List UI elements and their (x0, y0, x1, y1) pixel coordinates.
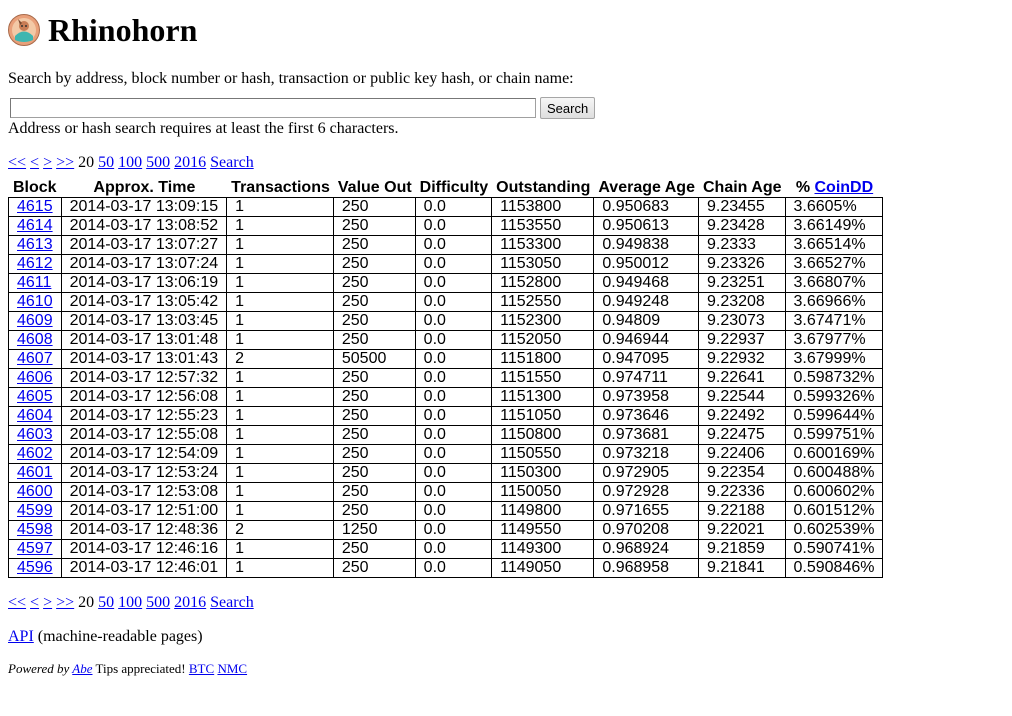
cell-time: 2014-03-17 12:55:23 (62, 407, 228, 426)
block-link[interactable]: 4608 (17, 331, 53, 348)
cell-difficulty: 0.0 (416, 369, 492, 388)
block-link[interactable]: 4606 (17, 369, 53, 386)
table-row (8, 274, 883, 293)
table-row (8, 293, 883, 312)
cell-block (8, 445, 62, 464)
table-row (8, 217, 883, 236)
api-description: (machine-readable pages) (33, 628, 203, 645)
cell-chain-age: 9.23455 (699, 197, 786, 217)
cell-average-age: 0.949838 (594, 236, 699, 255)
cell-transactions: 2 (227, 521, 334, 540)
block-link[interactable]: 4602 (17, 445, 53, 462)
cell-block (8, 274, 62, 293)
cell-coindd: 0.600169% (786, 445, 884, 464)
cell-value-out: 250 (334, 255, 416, 274)
header-coindd (786, 178, 884, 197)
cell-time: 2014-03-17 13:07:27 (62, 236, 228, 255)
nav-count-50-link[interactable]: 50 (98, 154, 115, 171)
block-link[interactable]: 4605 (17, 388, 53, 405)
cell-coindd: 3.66514% (786, 236, 884, 255)
header-transactions: Transactions (231, 179, 330, 196)
nav-first-link[interactable]: << (8, 594, 27, 611)
cell-chain-age: 9.21859 (699, 540, 786, 559)
cell-value-out: 250 (334, 197, 416, 217)
search-hint: Address or hash search requires at least the first 6 characters. (8, 120, 399, 137)
site-title: Rhinohorn (48, 12, 198, 48)
cell-coindd: 0.599644% (786, 407, 884, 426)
cell-outstanding: 1149050 (492, 559, 594, 578)
cell-chain-age: 9.22492 (699, 407, 786, 426)
cell-time: 2014-03-17 12:46:16 (62, 540, 228, 559)
cell-value-out: 250 (334, 540, 416, 559)
cell-difficulty: 0.0 (416, 521, 492, 540)
table-row (8, 483, 883, 502)
nav-count-500-link[interactable]: 500 (146, 594, 171, 611)
cell-value-out: 250 (334, 388, 416, 407)
block-link[interactable]: 4612 (17, 255, 53, 272)
cell-transactions: 1 (227, 559, 334, 578)
cell-average-age: 0.949468 (594, 274, 699, 293)
table-row (8, 521, 883, 540)
cell-block (8, 236, 62, 255)
cell-block (8, 521, 62, 540)
footer-powered-by: Powered by (8, 661, 73, 676)
cell-coindd: 3.66527% (786, 255, 884, 274)
cell-average-age: 0.973646 (594, 407, 699, 426)
cell-outstanding: 1149550 (492, 521, 594, 540)
cell-outstanding: 1151050 (492, 407, 594, 426)
cell-time: 2014-03-17 13:07:24 (62, 255, 228, 274)
cell-time: 2014-03-17 12:54:09 (62, 445, 228, 464)
cell-value-out: 250 (334, 426, 416, 445)
cell-block (8, 483, 62, 502)
cell-block (8, 464, 62, 483)
cell-transactions: 1 (227, 236, 334, 255)
table-body (8, 197, 883, 578)
cell-value-out: 250 (334, 274, 416, 293)
cell-value-out: 250 (334, 293, 416, 312)
cell-block (8, 350, 62, 369)
cell-transactions: 1 (227, 331, 334, 350)
cell-average-age: 0.950012 (594, 255, 699, 274)
nmc-link[interactable]: NMC (217, 661, 248, 676)
cell-value-out: 250 (334, 236, 416, 255)
cell-chain-age: 9.23251 (699, 274, 786, 293)
cell-value-out: 250 (334, 502, 416, 521)
cell-time: 2014-03-17 12:48:36 (62, 521, 228, 540)
cell-transactions: 1 (227, 388, 334, 407)
block-link[interactable]: 4611 (17, 274, 52, 291)
cell-chain-age: 9.23428 (699, 217, 786, 236)
cell-chain-age: 9.22188 (699, 502, 786, 521)
cell-time: 2014-03-17 12:53:08 (62, 483, 228, 502)
cell-value-out: 250 (334, 217, 416, 236)
nav-count-100-link[interactable]: 100 (118, 594, 143, 611)
table-row (8, 540, 883, 559)
nav-count-500-link[interactable]: 500 (146, 154, 171, 171)
cell-difficulty: 0.0 (416, 483, 492, 502)
block-link[interactable]: 4601 (17, 464, 53, 481)
nav-current-count: 20 (78, 594, 95, 611)
cell-transactions: 1 (227, 502, 334, 521)
pagination-bottom (8, 594, 1012, 612)
coindd-link[interactable]: CoinDD (814, 179, 874, 196)
table-row (8, 559, 883, 578)
search-form (8, 97, 1012, 119)
cell-coindd: 0.590741% (786, 540, 884, 559)
cell-coindd: 3.66966% (786, 293, 884, 312)
cell-block (8, 540, 62, 559)
nav-last-link[interactable]: >> (56, 594, 75, 611)
cell-transactions: 1 (227, 445, 334, 464)
nav-count-2016-link[interactable]: 2016 (174, 154, 207, 171)
nav-next-link[interactable]: > (43, 154, 53, 171)
cell-block (8, 255, 62, 274)
cell-difficulty: 0.0 (416, 331, 492, 350)
header-coindd-prefix: % (795, 179, 815, 196)
cell-difficulty: 0.0 (416, 312, 492, 331)
cell-difficulty: 0.0 (416, 559, 492, 578)
cell-average-age: 0.946944 (594, 331, 699, 350)
table-row (8, 502, 883, 521)
cell-outstanding: 1153300 (492, 236, 594, 255)
cell-value-out: 250 (334, 312, 416, 331)
nav-last-link[interactable]: >> (56, 154, 75, 171)
cell-chain-age: 9.23208 (699, 293, 786, 312)
cell-transactions: 1 (227, 312, 334, 331)
search-input[interactable] (10, 98, 536, 118)
nav-current-count: 20 (78, 154, 95, 171)
table-row (8, 369, 883, 388)
block-link[interactable]: 4599 (17, 502, 53, 519)
cell-transactions: 1 (227, 464, 334, 483)
header-time: Approx. Time (93, 179, 196, 196)
cell-outstanding: 1151800 (492, 350, 594, 369)
table-row (8, 236, 883, 255)
cell-time: 2014-03-17 12:57:32 (62, 369, 228, 388)
header-outstanding: Outstanding (496, 179, 591, 196)
cell-chain-age: 9.22406 (699, 445, 786, 464)
cell-transactions: 1 (227, 426, 334, 445)
cell-difficulty: 0.0 (416, 502, 492, 521)
table-row (8, 350, 883, 369)
cell-chain-age: 9.22641 (699, 369, 786, 388)
cell-block (8, 369, 62, 388)
cell-coindd: 3.67977% (786, 331, 884, 350)
cell-value-out: 250 (334, 445, 416, 464)
search-button[interactable]: Search (540, 97, 595, 119)
block-link[interactable]: 4596 (17, 559, 53, 576)
cell-difficulty: 0.0 (416, 217, 492, 236)
nav-search-link[interactable]: Search (210, 594, 254, 611)
header-block: Block (13, 179, 57, 196)
cell-outstanding: 1151300 (492, 388, 594, 407)
cell-transactions: 1 (227, 274, 334, 293)
cell-outstanding: 1149300 (492, 540, 594, 559)
header-chain-age: Chain Age (702, 179, 782, 196)
nav-count-100-link[interactable]: 100 (118, 154, 143, 171)
cell-average-age: 0.973681 (594, 426, 699, 445)
cell-chain-age: 9.22021 (699, 521, 786, 540)
cell-coindd: 0.600488% (786, 464, 884, 483)
block-link[interactable]: 4600 (17, 483, 53, 500)
cell-block (8, 407, 62, 426)
cell-coindd: 0.599326% (786, 388, 884, 407)
abe-link[interactable]: Abe (72, 661, 93, 676)
cell-transactions: 2 (227, 350, 334, 369)
cell-difficulty: 0.0 (416, 388, 492, 407)
cell-chain-age: 9.22475 (699, 426, 786, 445)
cell-average-age: 0.970208 (594, 521, 699, 540)
cell-difficulty: 0.0 (416, 350, 492, 369)
cell-value-out: 250 (334, 559, 416, 578)
cell-time: 2014-03-17 12:46:01 (62, 559, 228, 578)
cell-outstanding: 1153550 (492, 217, 594, 236)
cell-average-age: 0.973218 (594, 445, 699, 464)
cell-block (8, 502, 62, 521)
nav-count-2016-link[interactable]: 2016 (174, 594, 207, 611)
cell-difficulty: 0.0 (416, 445, 492, 464)
cell-difficulty: 0.0 (416, 274, 492, 293)
cell-average-age: 0.971655 (594, 502, 699, 521)
table-row (8, 464, 883, 483)
footer (8, 661, 1012, 677)
cell-time: 2014-03-17 12:56:08 (62, 388, 228, 407)
cell-value-out: 250 (334, 464, 416, 483)
cell-transactions: 1 (227, 540, 334, 559)
cell-coindd: 3.66149% (786, 217, 884, 236)
table-row (8, 407, 883, 426)
cell-difficulty: 0.0 (416, 236, 492, 255)
cell-average-age: 0.947095 (594, 350, 699, 369)
header-difficulty: Difficulty (419, 179, 489, 196)
cell-coindd: 3.66807% (786, 274, 884, 293)
cell-average-age: 0.950683 (594, 197, 699, 217)
block-link[interactable]: 4607 (17, 350, 53, 367)
cell-average-age: 0.94809 (594, 312, 699, 331)
cell-time: 2014-03-17 13:01:48 (62, 331, 228, 350)
nav-next-link[interactable]: > (43, 594, 53, 611)
cell-block (8, 197, 62, 217)
footer-tips: Tips appreciated! (92, 661, 189, 676)
cell-chain-age: 9.21841 (699, 559, 786, 578)
api-line (8, 628, 1012, 646)
cell-outstanding: 1150050 (492, 483, 594, 502)
cell-chain-age: 9.2333 (699, 236, 786, 255)
cell-chain-age: 9.22354 (699, 464, 786, 483)
table-header-row (8, 178, 883, 197)
cell-transactions: 1 (227, 369, 334, 388)
cell-value-out: 250 (334, 331, 416, 350)
table-row (8, 445, 883, 464)
block-link[interactable]: 4604 (17, 407, 53, 424)
cell-outstanding: 1153800 (492, 197, 594, 217)
btc-link[interactable]: BTC (188, 661, 215, 676)
cell-coindd: 3.67999% (786, 350, 884, 369)
header-value-out: Value Out (337, 179, 412, 196)
block-link[interactable]: 4614 (17, 217, 53, 234)
cell-block (8, 217, 62, 236)
cell-value-out: 250 (334, 483, 416, 502)
cell-difficulty: 0.0 (416, 255, 492, 274)
cell-chain-age: 9.22544 (699, 388, 786, 407)
cell-difficulty: 0.0 (416, 407, 492, 426)
table-row (8, 388, 883, 407)
cell-time: 2014-03-17 12:53:24 (62, 464, 228, 483)
block-link[interactable]: 4603 (17, 426, 53, 443)
cell-chain-age: 9.22336 (699, 483, 786, 502)
cell-coindd: 0.599751% (786, 426, 884, 445)
table-row (8, 312, 883, 331)
block-link[interactable]: 4613 (17, 236, 53, 253)
nav-search-link[interactable]: Search (210, 154, 254, 171)
cell-time: 2014-03-17 13:09:15 (62, 197, 228, 217)
cell-block (8, 312, 62, 331)
cell-value-out: 50500 (334, 350, 416, 369)
cell-time: 2014-03-17 12:55:08 (62, 426, 228, 445)
cell-value-out: 250 (334, 369, 416, 388)
cell-time: 2014-03-17 12:51:00 (62, 502, 228, 521)
cell-block (8, 559, 62, 578)
pagination-top (8, 154, 1012, 172)
cell-chain-age: 9.22937 (699, 331, 786, 350)
cell-difficulty: 0.0 (416, 426, 492, 445)
cell-outstanding: 1152050 (492, 331, 594, 350)
cell-chain-age: 9.22932 (699, 350, 786, 369)
cell-coindd: 0.598732% (786, 369, 884, 388)
cell-average-age: 0.973958 (594, 388, 699, 407)
cell-value-out: 250 (334, 407, 416, 426)
cell-block (8, 331, 62, 350)
cell-outstanding: 1150300 (492, 464, 594, 483)
cell-time: 2014-03-17 13:06:19 (62, 274, 228, 293)
header-average-age: Average Age (598, 179, 695, 196)
block-link[interactable]: 4597 (17, 540, 53, 557)
cell-outstanding: 1153050 (492, 255, 594, 274)
cell-outstanding: 1150800 (492, 426, 594, 445)
blocks-table (8, 178, 883, 578)
cell-coindd: 0.601512% (786, 502, 884, 521)
cell-transactions: 1 (227, 483, 334, 502)
block-link[interactable]: 4609 (17, 312, 53, 329)
cell-time: 2014-03-17 13:08:52 (62, 217, 228, 236)
cell-block (8, 293, 62, 312)
cell-time: 2014-03-17 13:01:43 (62, 350, 228, 369)
table-row (8, 255, 883, 274)
block-link[interactable]: 4610 (17, 293, 53, 310)
cell-coindd: 0.602539% (786, 521, 884, 540)
cell-average-age: 0.949248 (594, 293, 699, 312)
cell-outstanding: 1149800 (492, 502, 594, 521)
cell-outstanding: 1150550 (492, 445, 594, 464)
api-link[interactable]: API (8, 628, 34, 645)
block-link[interactable]: 4598 (17, 521, 53, 538)
cell-coindd: 0.590846% (786, 559, 884, 578)
cell-average-age: 0.972928 (594, 483, 699, 502)
site-header (8, 8, 1012, 52)
cell-difficulty: 0.0 (416, 540, 492, 559)
cell-transactions: 1 (227, 255, 334, 274)
cell-coindd: 0.600602% (786, 483, 884, 502)
cell-value-out: 1250 (334, 521, 416, 540)
nav-count-50-link[interactable]: 50 (98, 594, 115, 611)
table-row (8, 426, 883, 445)
table-row (8, 331, 883, 350)
cell-coindd: 3.6605% (786, 197, 884, 217)
cell-transactions: 1 (227, 217, 334, 236)
nav-prev-link[interactable]: < (30, 594, 40, 611)
cell-average-age: 0.972905 (594, 464, 699, 483)
table-row (8, 197, 883, 217)
cell-average-age: 0.974711 (594, 369, 699, 388)
cell-transactions: 1 (227, 197, 334, 217)
cell-difficulty: 0.0 (416, 293, 492, 312)
cell-coindd: 3.67471% (786, 312, 884, 331)
cell-transactions: 1 (227, 407, 334, 426)
block-link[interactable]: 4615 (17, 198, 53, 215)
search-prompt: Search by address, block number or hash, transaction or public key hash, or chain name: (8, 70, 574, 87)
cell-difficulty: 0.0 (416, 464, 492, 483)
cell-average-age: 0.968924 (594, 540, 699, 559)
cell-average-age: 0.968958 (594, 559, 699, 578)
cell-block (8, 426, 62, 445)
cell-outstanding: 1152800 (492, 274, 594, 293)
cell-chain-age: 9.23326 (699, 255, 786, 274)
cell-outstanding: 1152550 (492, 293, 594, 312)
cell-outstanding: 1152300 (492, 312, 594, 331)
cell-time: 2014-03-17 13:05:42 (62, 293, 228, 312)
cell-chain-age: 9.23073 (699, 312, 786, 331)
cell-outstanding: 1151550 (492, 369, 594, 388)
nav-first-link[interactable]: << (8, 154, 27, 171)
cell-transactions: 1 (227, 293, 334, 312)
cell-block (8, 388, 62, 407)
cell-difficulty: 0.0 (416, 197, 492, 217)
cell-time: 2014-03-17 13:03:45 (62, 312, 228, 331)
cell-average-age: 0.950613 (594, 217, 699, 236)
rhino-logo-icon (8, 14, 40, 46)
nav-prev-link[interactable]: < (30, 154, 40, 171)
